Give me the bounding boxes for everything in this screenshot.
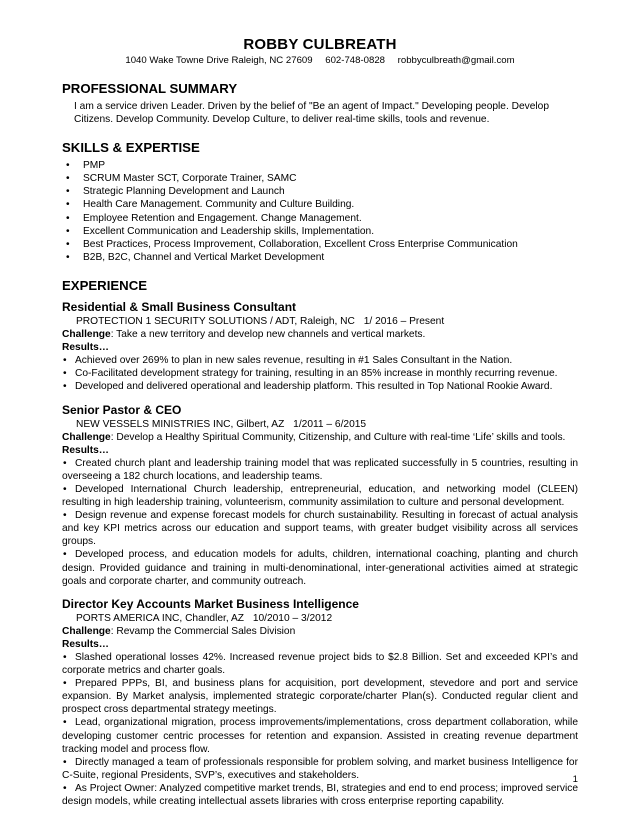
result-text: Directly managed a team of professionals responsible for problem solving, and market business Intelligence for C-Suite, regional Presidents, SVP’s, executives and stakeholders. [62,756,578,781]
list-item: • Lead, organizational migration, process improvements/implementations, cross department collaboration, while developing customer centric processes for retention and expansion. Assisted in creating revenue department tracking model and process flow. [62,717,578,755]
skills-heading: SKILLS & EXPERTISE [62,140,200,156]
employer-line [62,612,578,625]
summary-text: I am a service driven Leader. Driven by the belief of "Be an agent of Impact." Developing people. Develop Citizens. Develop Community. Develop Culture, to deliver real-time skills, tools and revenue. [74,101,550,126]
results-label: Results… [62,342,109,354]
employer-line [62,418,578,431]
job-title: Director Key Accounts Market Business Intelligence [62,596,359,611]
dates: 1/2011 – 6/2015 [293,418,367,430]
skills-list [62,159,578,264]
challenge-text: Take a new territory and develop new channels and vertical markets. [116,329,426,341]
list-item: • Health Care Management. Community and Culture Building. [62,198,578,211]
list-item: • SCRUM Master SCT, Corporate Trainer, SAMC [62,172,578,185]
challenge-label: Challenge [62,625,111,637]
result-text: Achieved over 269% to plan in new sales revenue, resulting in #1 Sales Consultant in the Nation. [75,355,513,367]
results-list [62,354,578,393]
challenge: Challenge: Develop a Healthy Spiritual Community, Citizenship, and Culture with real-time ‘Life’ skills and tools. [62,431,566,443]
challenge-text: Develop a Healthy Spiritual Community, Citizenship, and Culture with real-time ‘Life’ skills and tools. [116,431,566,443]
company: PROTECTION 1 SECURITY SOLUTIONS / ADT, Raleigh, NC [76,315,355,327]
list-item: • Strategic Planning Development and Launch [62,185,578,198]
address: 1040 Wake Towne Drive Raleigh, NC 27609 [125,55,313,66]
list-item: • Developed and delivered operational and leadership platform. This resulted in Top National Rookie Award. [63,381,553,393]
result-text: Design revenue and expense forecast models for church sustainability. Resulting in forecast of actual analysis and key KPI metrics across our education and support teams, with greater budget visibility across all services groups. [62,510,578,548]
candidate-name: ROBBY CULBREATH [243,36,397,53]
result-text: Prepared PPPs, BI, and business plans for acquisition, port development, stevedore and port and service expansion. By Market analysis, implemented strategic corporate/charter Plan(s). Conducted regular client and prospect cross departmental strategy meetings. [62,678,578,716]
dates: 10/2010 – 3/2012 [252,612,333,624]
challenge: Challenge: Revamp the Commercial Sales Division [62,625,296,637]
list-item: • Employee Retention and Engagement. Change Management. [62,212,578,225]
list-item: • PMP [62,159,578,172]
dates: 1/ 2016 – Present [363,315,445,327]
challenge: Challenge: Take a new territory and develop new channels and vertical markets. [62,329,426,341]
skills-section [62,140,578,264]
list-item: • Best Practices, Process Improvement, Collaboration, Excellent Cross Enterprise Communication [62,238,578,251]
job-entry [62,403,578,588]
resume-header [62,36,578,67]
result-text: As Project Owner: Analyzed competitive market trends, BI, strategies and end to end process; improved service design models, while creating intellectual assets libraries with cross enterprise reporting capability. [62,782,578,808]
phone: 602-748-0828 [325,55,385,66]
experience-heading: EXPERIENCE [62,277,148,293]
challenge-label: Challenge [62,329,111,341]
result-text: Developed International Church leadership, entrepreneurial, education, and networking model (CLEEN) resulting in high leadership training, volunteerism, community assimilation to culture and personal development. [62,483,578,509]
result-text: Developed process, and education models for adults, children, international coaching, planting and church design. Provided guidance and training in multi-denominational, inter-generational activities aimed at strategic goals and corporate charter, and community outreach. [62,549,578,587]
result-text: Slashed operational losses 42%. Increased revenue project bids to $2.8 Billion. Set and exceeded KPI’s and corporate metrics and charter goals. [62,652,578,677]
results-label: Results… [62,444,109,456]
challenge-label: Challenge [62,431,111,443]
page-number: 1 [572,773,578,785]
result-text: Co-Facilitated development strategy for training, resulting in an 85% increase in monthly recurring revenue. [75,368,558,380]
challenge-text: Revamp the Commercial Sales Division [116,625,296,637]
list-item: • Prepared PPPs, BI, and business plans for acquisition, port development, stevedore and port and service expansion. By Market analysis, implemented strategic corporate/charter Plan(s). Conducted regular client and prospect cross departmental strategy meetings. [62,678,578,716]
result-text: Lead, organizational migration, process improvements/implementations, cross department collaboration, while developing customer centric processes for retention and expansion. Assisted in creating revenue department tracking model and process flow. [62,717,578,755]
list-item: • Design revenue and expense forecast models for church sustainability. Resulting in forecast of actual analysis and key KPI metrics across our education and support teams, with greater budget visibility across all services groups. [62,510,578,548]
list-item: • As Project Owner: Analyzed competitive market trends, BI, strategies and end to end process; improved service design models, while creating intellectual assets libraries with cross enterprise reporting capability. [62,782,578,808]
list-item: • Created church plant and leadership training model that was replicated successfully in 5 countries, resulting in overseeing a 182 church locations, and leadership teams. [62,457,578,482]
employer-line [62,315,578,328]
results-list [62,651,578,808]
result-text: Developed and delivered operational and leadership platform. This resulted in Top National Rookie Award. [75,381,553,393]
list-item: • Developed International Church leadership, entrepreneurial, education, and networking model (CLEEN) resulting in high leadership training, volunteerism, community assimilation to culture and personal development. [62,483,578,509]
summary-heading: PROFESSIONAL SUMMARY [62,81,238,96]
summary-section [62,81,578,126]
job-entry [62,300,578,394]
list-item: • B2B, B2C, Channel and Vertical Market Development [62,251,578,264]
experience-section [62,278,578,808]
company: PORTS AMERICA INC, Chandler, AZ [76,612,244,624]
company: NEW VESSELS MINISTRIES INC, Gilbert, AZ [76,418,285,430]
list-item: • Co-Facilitated development strategy for training, resulting in an 85% increase in monthly recurring revenue. [63,368,558,380]
list-item: • Developed process, and education models for adults, children, international coaching, planting and church design. Provided guidance and training in multi-denominational, inter-generational activities aimed at strategic goals and corporate charter, and community outreach. [62,549,578,587]
results-list [62,457,578,588]
email: robbyculbreath@gmail.com [397,55,515,66]
list-item: • Directly managed a team of professionals responsible for problem solving, and market business Intelligence for C-Suite, regional Presidents, SVP’s, executives and stakeholders. [62,756,578,781]
contact-line [62,55,578,67]
job-title: Residential & Small Business Consultant [62,299,297,314]
results-label: Results… [62,638,109,650]
job-entry [62,597,578,808]
list-item: • Slashed operational losses 42%. Increased revenue project bids to $2.8 Billion. Set and exceeded KPI’s and corporate metrics and charter goals. [62,652,578,677]
list-item: • Excellent Communication and Leadership skills, Implementation. [62,225,578,238]
result-text: Created church plant and leadership training model that was replicated successfully in 5 countries, resulting in overseeing a 182 church locations, and leadership teams. [62,457,578,482]
job-title: Senior Pastor & CEO [62,402,182,417]
list-item: • Achieved over 269% to plan in new sales revenue, resulting in #1 Sales Consultant in the Nation. [63,355,513,367]
